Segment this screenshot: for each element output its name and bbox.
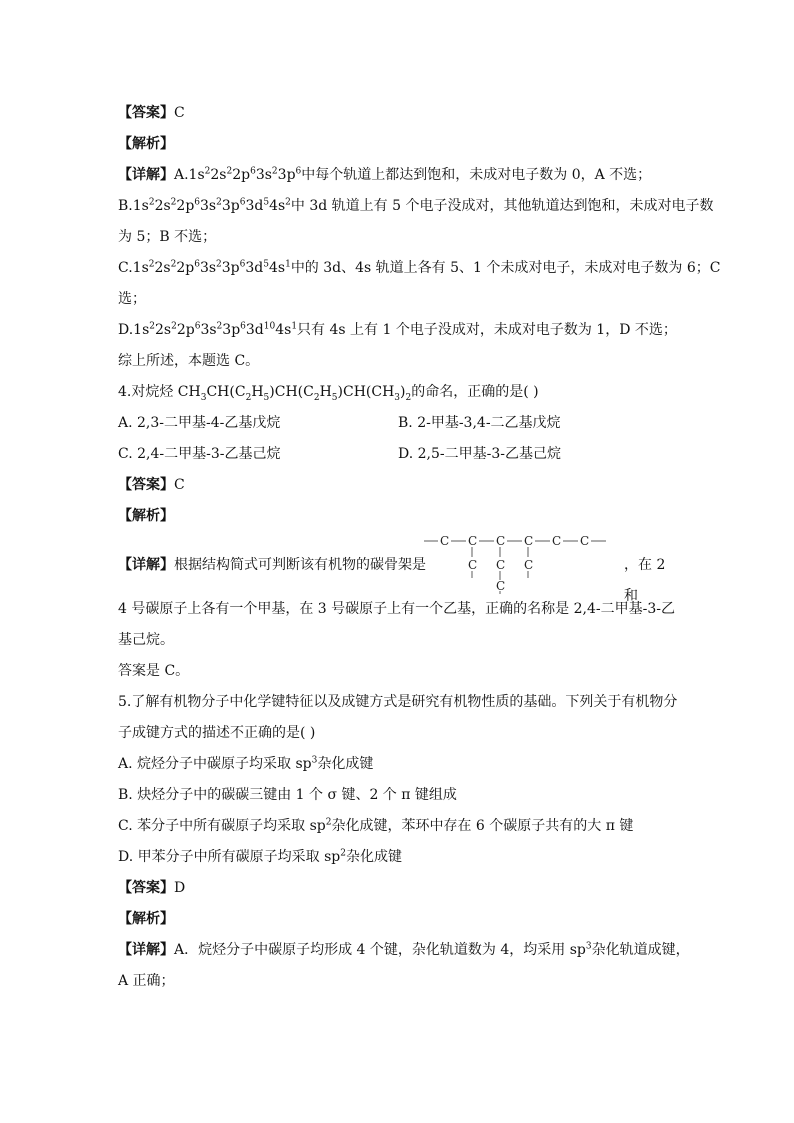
answer-label: 【答案】: [118, 880, 174, 896]
detail-cont: 4 号碳原子上各有一个甲基，在 3 号碳原子上有一个乙基，正确的名称是 2,4-二甲基-3-乙: [118, 601, 675, 617]
carbon-atom: C: [524, 534, 534, 548]
detail-line: 【详解】A．烷烃分子中碳原子均形成 4 个键，杂化轨道数为 4，均采用 $sp^3$杂化轨道成键，: [118, 941, 690, 958]
detail-option-b: $B.1s^22s^22p^63s^23p^63d^54s^2$中 3d 轨道上有 5 个电子没成对，其他轨道达到饱和，未成对电子数: [118, 197, 714, 214]
analysis-heading: 【解析】: [118, 508, 174, 524]
option-a: A. 2,3-二甲基-4-乙基戊烷: [118, 415, 281, 431]
carbon-atom: C: [496, 534, 506, 548]
config-text: B.1s: [118, 198, 149, 214]
carbon-atom: C: [468, 534, 478, 548]
answer-value: D: [174, 880, 186, 896]
carbon-atom: C: [440, 534, 450, 548]
detail-label: 【详解】: [118, 557, 174, 573]
explanation-text: 只有 4s 上有 1 个电子没成对，未成对电子数为 1，D 不选；: [297, 322, 677, 338]
option-a: A. 烷烃分子中碳原子均采取 $sp^3$杂化成键: [118, 755, 374, 772]
carbon-atom: C: [552, 534, 562, 548]
answer-line: [118, 873, 678, 904]
option-text: 杂化成键: [317, 756, 374, 772]
stem-text: 的命名，正确的是( ): [411, 384, 539, 400]
carbon-atom: C: [524, 558, 534, 572]
carbon-atom: C: [496, 579, 506, 593]
explanation-text: 中 3d 轨道上有 5 个电子没成对，其他轨道达到饱和，未成对电子数: [290, 198, 714, 214]
carbon-atom: C: [580, 534, 590, 548]
document-page: [118, 98, 721, 997]
option-d: D. 2,5-二甲基-3-乙基己烷: [398, 446, 561, 462]
carbon-atom: C: [468, 558, 478, 572]
summary-line: 综上所述，本题选 C。: [118, 353, 260, 369]
stem-text: 4.对烷烃 CH: [118, 384, 201, 400]
answer-label: 【答案】: [118, 105, 174, 121]
detail-lead: [118, 550, 426, 581]
detail-cont: A 正确；: [118, 973, 175, 989]
detail-label: 【详解】: [118, 942, 174, 958]
config-text: D.1s: [118, 322, 150, 338]
conclusion-line: 答案是 C。: [118, 663, 190, 679]
detail-option-d: $D.1s^22s^22p^63s^23p^63d^{10}4s^1$只有 4s 上有 1 个电子没成对，未成对电子数为 1，D 不选；: [118, 321, 677, 338]
config-text: C.1s: [118, 260, 149, 276]
carbon-skeleton-diagram: [424, 532, 614, 594]
detail-with-structure: [118, 532, 678, 604]
question-4-options-row1: [118, 408, 678, 439]
answer-line: [118, 98, 678, 129]
detail-text: 杂化轨道成键，: [591, 942, 690, 958]
config-text: A.1s: [174, 167, 205, 183]
question-4-options-row2: [118, 439, 678, 470]
explanation-text: 中的 3d、4s 轨道上各有 5、1 个未成对电子，未成对电子数为 6；C: [290, 260, 721, 276]
question-5-stem: 5.了解有机物分子中化学键特征以及成键方式是研究有机物性质的基础。下列关于有机物分: [118, 694, 678, 710]
option-c: C. 苯分子中所有碳原子均采取 $sp^2$杂化成键，苯环中存在 6 个碳原子共有的大 π 键: [118, 817, 634, 834]
option-text: 杂化成键: [345, 849, 402, 865]
detail-option-c: $C.1s^22s^22p^63s^23p^63d^54s^1$中的 3d、4s 轨道上各有 5、1 个未成对电子，未成对电子数为 6；C: [118, 259, 721, 276]
detail-option-c-cont: 选；: [118, 291, 146, 307]
answer-value: C: [174, 477, 185, 493]
detail-tail: ，在 2和: [624, 557, 666, 604]
detail-text: A．烷烃分子中碳原子均形成 4 个键，杂化轨道数为 4，均采用 sp: [174, 942, 586, 958]
option-c: C. 2,4-二甲基-3-乙基己烷: [118, 446, 281, 462]
detail-lead-text: 根据结构简式可判断该有机物的碳骨架是: [174, 557, 426, 573]
answer-line: [118, 470, 678, 501]
analysis-heading: 【解析】: [118, 136, 174, 152]
option-text: 杂化成键，苯环中存在 6 个碳原子共有的大 π 键: [331, 818, 634, 834]
analysis-heading: 【解析】: [118, 911, 174, 927]
option-b: B. 炔烃分子中的碳碳三键由 1 个 σ 键、2 个 π 键组成: [118, 787, 457, 803]
question-4-stem: 4.对烷烃 $CH_3CH(C_2H_5)CH(C_2H_5)CH(CH_3)_2$的命名，正确的是( ): [118, 384, 539, 403]
option-b: B. 2-甲基-3,4-二乙基戊烷: [398, 415, 561, 431]
question-5-stem-cont: 子成键方式的描述不正确的是( ): [118, 725, 316, 741]
answer-label: 【答案】: [118, 477, 174, 493]
answer-value: C: [174, 105, 185, 121]
option-d: D. 甲苯分子中所有碳原子均采取 $sp^2$杂化成键: [118, 848, 402, 865]
option-text: D. 甲苯分子中所有碳原子均采取 sp: [118, 849, 341, 865]
option-text: C. 苯分子中所有碳原子均采取 sp: [118, 818, 326, 834]
explanation-text: 中每个轨道上都达到饱和，未成对电子数为 0，A 不选；: [301, 167, 652, 183]
detail-option-a: 【详解】$A.1s^22s^22p^63s^23p^6$中每个轨道上都达到饱和，未成对电子数为 0，A 不选；: [118, 166, 652, 183]
detail-cont: 基己烷。: [118, 632, 174, 648]
detail-label: 【详解】: [118, 167, 174, 183]
detail-option-b-cont: 为 5；B 不选；: [118, 229, 217, 245]
option-text: A. 烷烃分子中碳原子均采取 sp: [118, 756, 312, 772]
carbon-atom: C: [496, 558, 506, 572]
